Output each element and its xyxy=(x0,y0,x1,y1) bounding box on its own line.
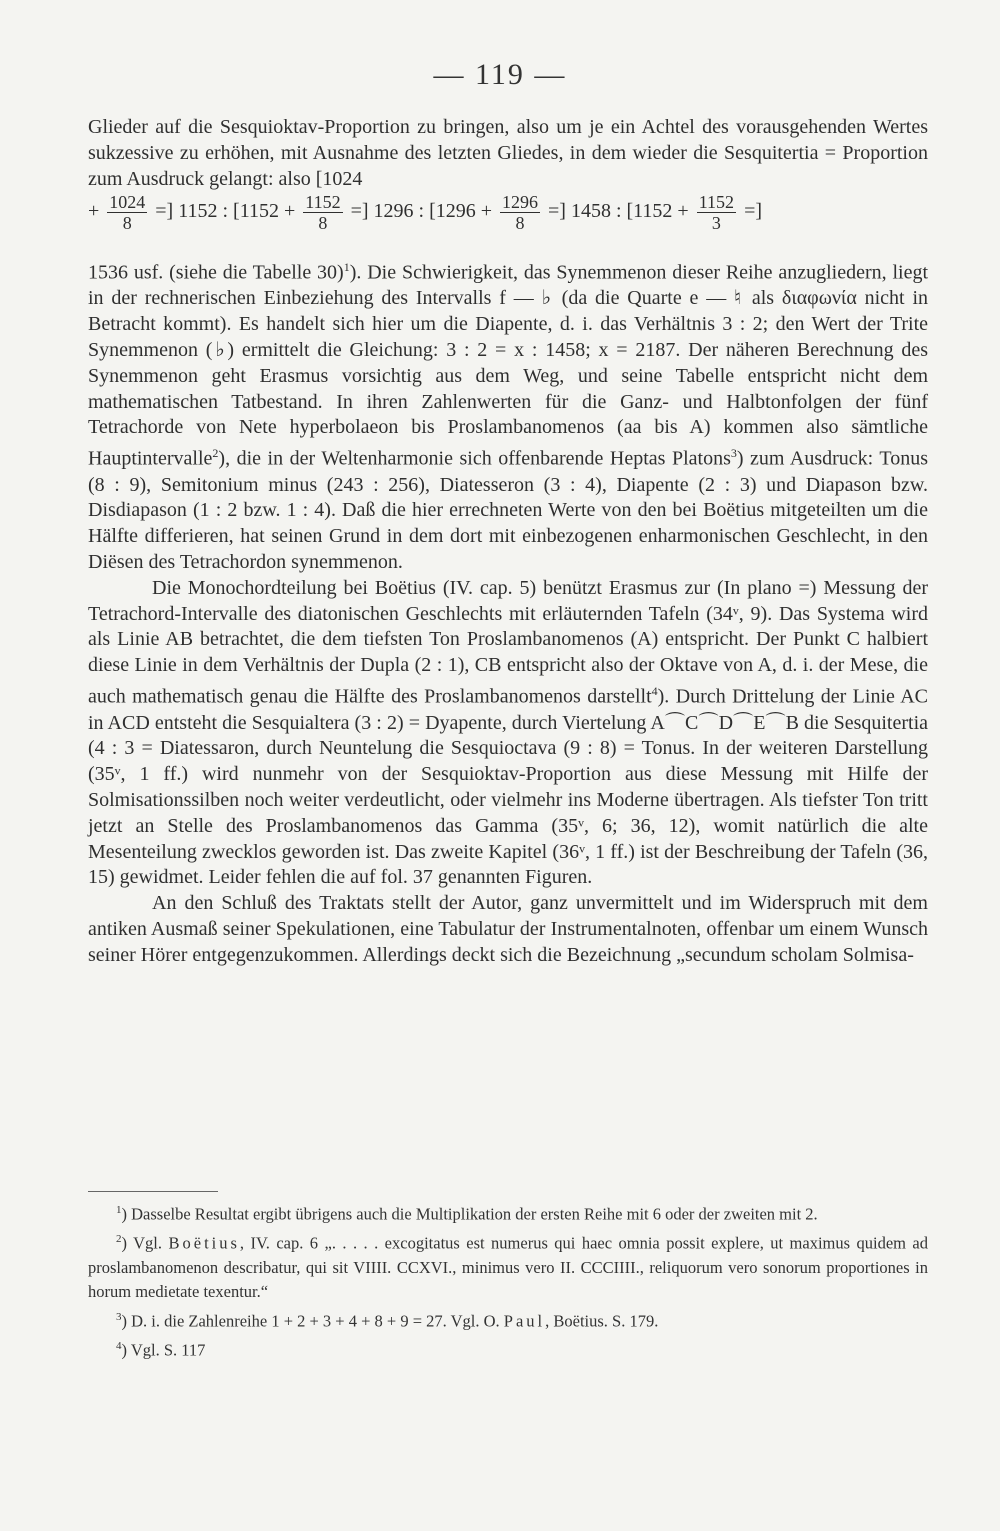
plus-sign: + xyxy=(88,200,100,223)
paragraph-1-start xyxy=(88,115,928,192)
fraction-4: $\frac{1152}{3}$ xyxy=(698,192,735,233)
footnote-1: $^1$) Dasselbe Resultat ergibt übrigens auch die Multiplikation der ersten Reihe mit 6 oder der zweiten mit 2. xyxy=(116,1204,818,1224)
footnote-ref-4: 4 xyxy=(651,684,658,699)
footnote-3: $^3$) D. i. die Zahlenreihe 1 + 2 + 3 + 4 + 8 + 9 = 27. Vgl. O. Paul, Boëtius. S. 179. xyxy=(116,1310,659,1331)
paragraph-2: Die Monochordteilung bei Boëtius (IV. cap. 5) benützt Erasmus zur (In plano =) Messung der Tetrachord-Intervalle des diatonischen Geschlechts mit erläuternden Tafeln (34ᵛ, 9). Das Systema wird als Linie AB betrachtet, die dem tiefsten Ton Proslambanomenos (A) entspricht. Der Punkt C halbiert diese Linie in dem Verhältnis der Dupla (2 : 1), CB entspricht also der Oktave von A, d. i. der Mese, die auch mathematisch genau die Hälfte des Proslambanomenos darstellt$^4$). Durch Drittelung der Linie AC in ACD entsteht die Sesquialtera (3 : 2) = Dyapente, durch Viertelung A⌒C⌒D⌒E⌒B die Sesquitertia (4 : 3 = Diatessaron, durch Neuntelung die Sesquioctava (9 : 8) = Tonus. In der weiteren Darstellung (35ᵛ, 1 ff.) wird nunmehr von der Sesquioktav-Proportion aus diese Messung mit Hilfe der Solmisationssilben noch weiter verdeutlicht, oder vielmehr ins Moderne übertragen. Als tiefster Ton tritt jetzt an Stelle des Proslambanomenos das Gamma (35ᵛ, 6; 36, 12), womit natürlich die alte Mesenteilung zwecklos geworden ist. Das zweite Kapitel (36ᵛ, 1 ff.) ist der Beschreibung der Tafeln (36, 15) gewidmet. Leider fehlen die auf fol. 37 genannten Figuren. xyxy=(88,576,928,889)
paragraph-3: An den Schluß des Traktats stellt der Autor, ganz unvermittelt und im Widerspruch mit dem antiken Ausmaß seiner Spekulationen, eine Tabulatur der Instrumentalnoten, offenbar um einem Wunsch seiner Hörer entgegenzukommen. Allerdings deckt sich die Bezeichnung „secundum scholam Solmisa- xyxy=(88,892,928,966)
fraction-equation xyxy=(88,192,928,256)
fraction-2: $\frac{1152}{8}$ xyxy=(305,192,341,233)
footnote-divider xyxy=(88,1191,218,1192)
fraction-3: $\frac{1296}{8}$ xyxy=(502,192,539,233)
author-name-paul: Paul xyxy=(503,1311,546,1331)
page-number: — 119 — xyxy=(433,58,567,91)
footnote-ref-2: 2 xyxy=(212,446,219,461)
footnote-ref-1: 1 xyxy=(343,260,350,274)
paragraph-1-text: Glieder auf die Sesquioktav-Proportion zu bringen, also um je ein Achtel des vorausgehenden Wertes sukzessive zu erhöhen, mit Ausnahme des letzten Gliedes, in dem wieder die Sesquitertia = Proportion zum Ausdruck gelangt: also [1024 xyxy=(88,116,928,190)
equation-segment-1: =] 1152 : [1152 + xyxy=(155,200,296,223)
equation-segment-2: =] 1296 : [1296 + xyxy=(350,200,493,223)
equation-segment-4: =] xyxy=(744,200,763,223)
footnote-2: $^2$) Vgl. Boëtius, IV. cap. 6 „. . . . . excogitatus est numerus qui haec omnia possit explere, ut maximus quidem ad proslambanomenon describatur, qui sit VIIII. CCXVI., minimus vero II. CCCIIII., reliquorum vero sonorum proportiones in horum medietate texentur.“ xyxy=(88,1232,929,1302)
fraction-1: $\frac{1024}{8}$ xyxy=(109,192,146,233)
paragraph-1-continued: 1536 usf. (siehe die Tabelle 30)$^1$). Die Schwierigkeit, das Synemmenon dieser Reihe anzugliedern, liegt in der rechnerischen Einbeziehung des Intervalls f — ♭ (da die Quarte e — ♮ als διαφωνία nicht in Betracht kommt). Es handelt sich hier um die Diapente, d. i. das Verhältnis 3 : 2; den Wert der Trite Synemmenon (♭) ermittelt die Gleichung: 3 : 2 = x : 1458; x = 2187. Der näheren Berechnung des Synemmenon geht Erasmus vorsichtig aus dem Weg, und seine Tabelle entspricht nicht dem mathematischen Tatbestand. In ihren Zahlenwerten für die Ganz- und Halbtonfolgen der fünf Tetrachorde von Nete hyperbolaeon bis Proslambanomenos (aa bis A) kommen also sämtliche Hauptintervalle$^2$), die in der Weltenharmonie sich offenbarende Heptas Platons$^3$) zum Ausdruck: Tonus (8 : 9), Semitonium minus (243 : 256), Diatesseron (3 : 4), Diapente (2 : 3) und Diapason bzw. Disdiapason (1 : 2 bzw. 1 : 4). Daß die hier errechneten Werte von den bei Boëtius mitgeteilten um die Hälfte differieren, hat seinen Grund in dem dort mit einbezogenen enharmonischen Geschlecht, in den Diësen des Tetrachordon synemmenon. xyxy=(88,260,928,574)
footnotes xyxy=(88,1198,928,1362)
footnote-ref-3: 3 xyxy=(730,446,737,461)
main-text xyxy=(88,255,928,968)
author-name-boetius: Boëtius xyxy=(168,1233,240,1253)
footnote-4: $^4$) Vgl. S. 117 xyxy=(116,1339,206,1360)
equation-segment-3: =] 1458 : [1152 + xyxy=(548,200,689,223)
